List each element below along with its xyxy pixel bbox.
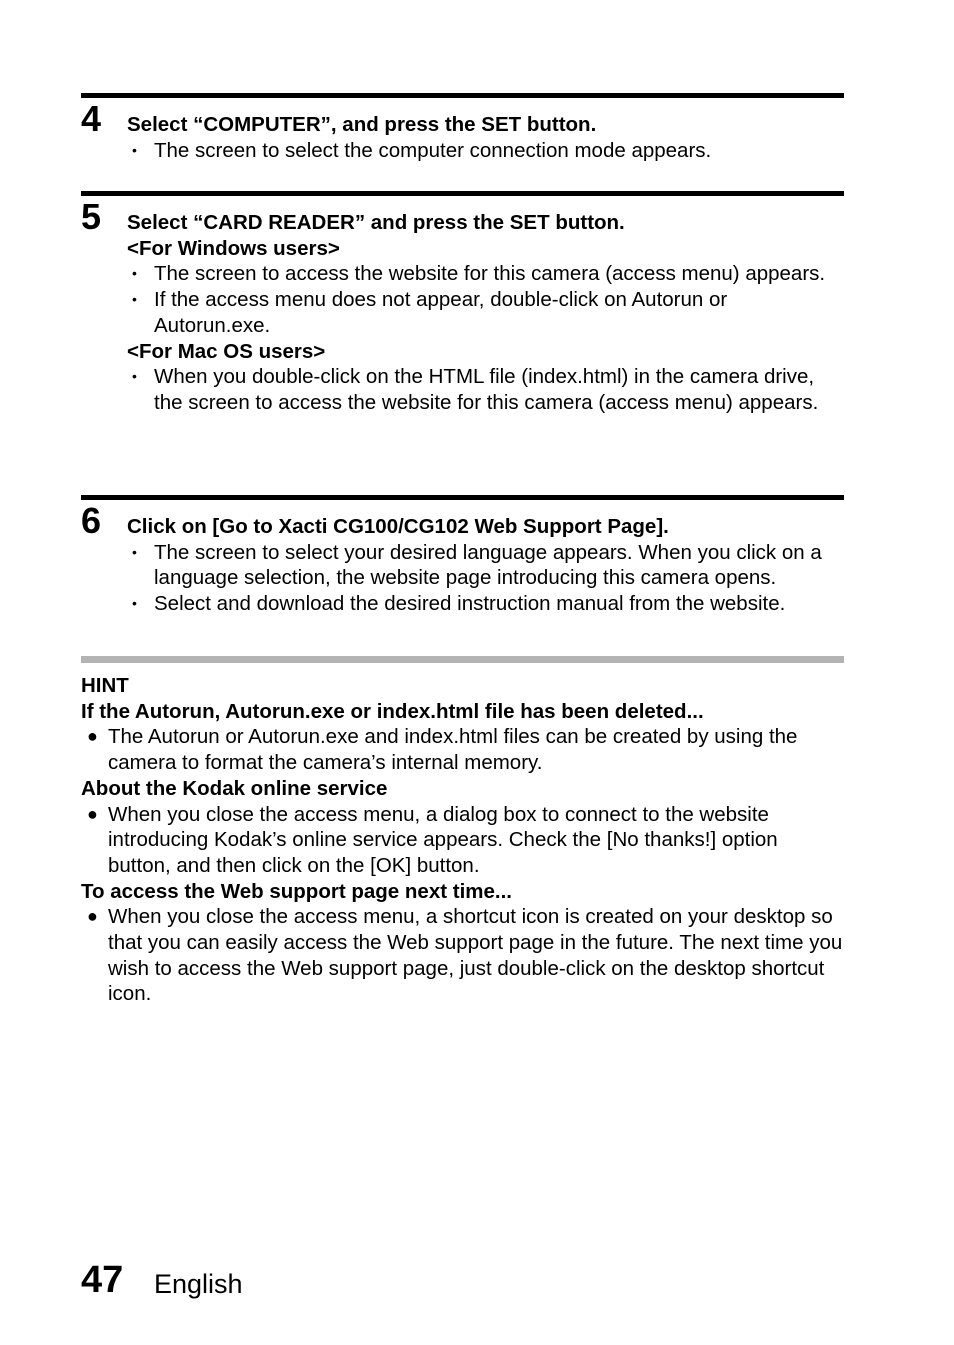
list-item-text: The Autorun or Autorun.exe and index.html files can be created by using the camera to format the camera’s internal memory. (108, 725, 798, 775)
bullet-icon: • (132, 595, 137, 612)
bullet-icon: ● (87, 803, 98, 824)
list-item (81, 802, 844, 879)
step-4 (81, 93, 844, 163)
step-number: 5 (81, 196, 102, 237)
step-body (127, 196, 844, 416)
list-item (127, 540, 844, 591)
page-number: 47 (81, 1259, 124, 1301)
hint-label: HINT (81, 674, 129, 697)
bullet-list (127, 540, 844, 617)
step-number: 4 (81, 98, 102, 139)
list-item-text: The screen to select your desired language appears. When you click on a language selection, the website page introducing this camera opens. (154, 540, 822, 590)
hint-heading: If the Autorun, Autorun.exe or index.html file has been deleted... (81, 699, 704, 723)
list-item (127, 591, 844, 617)
list-item (127, 138, 844, 164)
step-title: Click on [Go to Xacti CG100/CG102 Web Support Page]. (127, 515, 669, 538)
step-number: 6 (81, 500, 102, 541)
hint-list (81, 904, 844, 1007)
list-item (81, 724, 844, 775)
bullet-icon: • (132, 141, 137, 158)
bullet-icon: • (132, 543, 137, 560)
list-item-text: The screen to select the computer connection mode appears. (154, 138, 712, 162)
page-language: English (154, 1269, 243, 1299)
list-item-text: If the access menu does not appear, double-click on Autorun or Autorun.exe. (154, 288, 728, 337)
step-body (127, 500, 844, 617)
hint-heading: To access the Web support page next time... (81, 879, 512, 903)
bullet-icon: • (132, 291, 137, 308)
list-item-text: When you close the access menu, a shortcut icon is created on your desktop so that you can easily access the Web support page in the future. The next time you wish to access the Web support page, just double-click on the desktop shortcut icon. (108, 905, 843, 1006)
step-title: Select “COMPUTER”, and press the SET button. (127, 113, 597, 136)
bullet-list (127, 364, 844, 415)
list-item-text: When you double-click on the HTML file (index.html) in the camera drive, the screen to access the website for this camera (access menu) appears. (154, 365, 819, 414)
list-item (127, 287, 844, 338)
list-item-text: Select and download the desired instruction manual from the website. (154, 592, 786, 616)
list-item (127, 364, 844, 415)
windows-users-heading: <For Windows users> (127, 236, 340, 260)
bullet-list (127, 138, 844, 164)
hint-body (81, 663, 844, 1007)
step-6 (81, 495, 844, 617)
list-item (81, 904, 844, 1007)
bullet-icon: • (132, 265, 137, 282)
bullet-icon: • (132, 368, 137, 385)
list-item (127, 261, 844, 287)
bullet-icon: ● (87, 906, 98, 927)
list-item-text: When you close the access menu, a dialog box to connect to the website introducing Kodak’s online service appears. Check the [No thanks!] option button, and then click on the [OK] button. (108, 802, 778, 877)
list-item-text: The screen to access the website for this camera (access menu) appears. (154, 262, 826, 286)
bullet-list (127, 261, 844, 338)
step-body (127, 98, 844, 163)
step-5 (81, 191, 844, 416)
hint-section (81, 656, 844, 1007)
mac-users-heading: <For Mac OS users> (127, 339, 326, 363)
hint-list (81, 802, 844, 879)
step-title: Select “CARD READER” and press the SET button. (127, 211, 625, 234)
hint-heading: About the Kodak online service (81, 776, 388, 800)
bullet-icon: ● (87, 726, 98, 747)
hint-divider (81, 656, 844, 663)
hint-list (81, 724, 844, 775)
